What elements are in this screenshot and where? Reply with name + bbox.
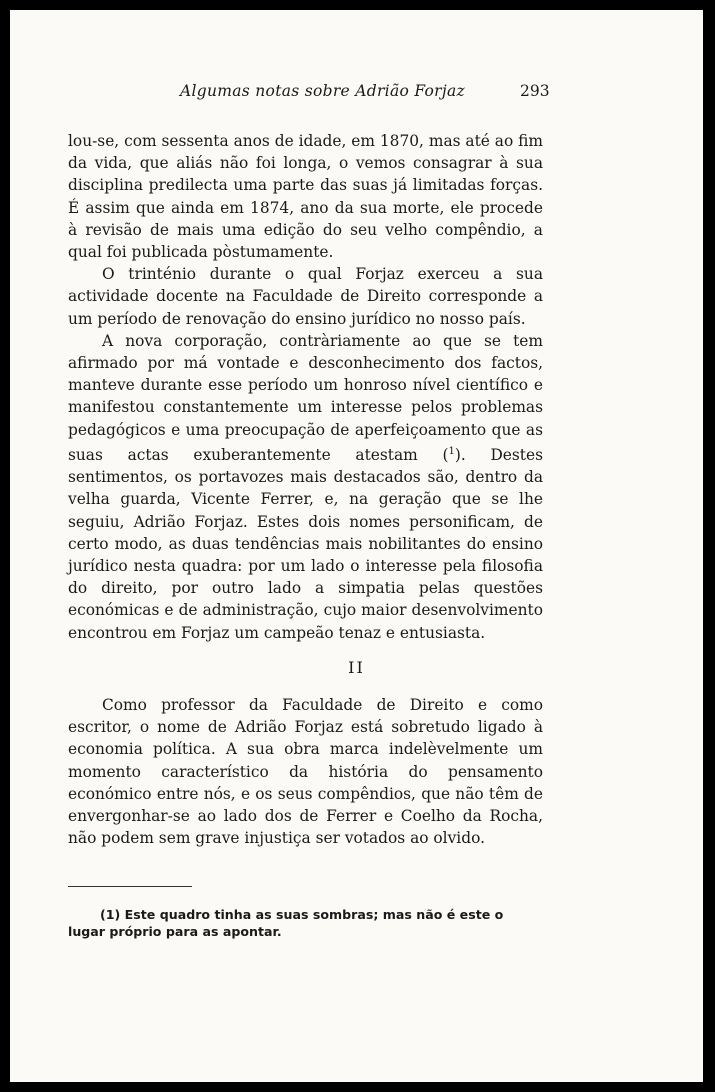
paragraph: Como professor da Faculdade de Direito e como escritor, o nome de Adrião Forjaz está sobretudo ligado à economia política. A sua obra marca indelèvelmente um momento característico da história do pensamento económico entre nós, e os seus compêndios, que não têm de envergonhar-se ao lado dos de Ferrer e Coelho da Rocha, não podem sem grave injustiça ser votados ao olvido. <box>68 696 543 848</box>
footnote-reference[interactable]: 1 <box>448 445 455 457</box>
paragraph-text: A nova corporação, contràriamente ao que se tem afirmado por má vontade e desconhecimento dos factos, manteve durante esse período um honroso nível científico e manifestou constantemente um interesse pelos problemas pedagógicos e uma preocupação de aperfeiçoamento que as suas actas exuberantemente atestam ( <box>68 331 543 464</box>
page-number: 293 <box>520 82 550 100</box>
footnote <box>68 906 543 940</box>
page-header <box>10 82 703 106</box>
paragraph <box>68 330 543 644</box>
section-text <box>68 694 543 849</box>
section-heading: II <box>348 658 365 677</box>
running-title: Algumas notas sobre Adrião Forjaz <box>180 82 466 100</box>
paragraph: O trinténio durante o qual Forjaz exerceu a sua actividade docente na Faculdade de Direito corresponde a um período de renovação do ensino jurídico no nosso país. <box>68 265 543 328</box>
book-page <box>10 10 703 1082</box>
main-text <box>68 130 543 644</box>
footnote-marker: (1) <box>100 907 121 922</box>
footnote-divider <box>68 886 192 887</box>
footnote-text: Este quadro tinha as suas sombras; mas não é este o lugar próprio para as apontar. <box>68 907 504 939</box>
paragraph-text: ). Destes sentimentos, os portavozes mais destacados são, dentro da velha guarda, Vicente Ferrer, e, na geração que se lhe seguiu, Adrião Forjaz. Estes dois nomes personificam, de certo modo, as duas tendências mais nobilitantes do ensino jurídico nesta quadra: por um lado o interesse pela filosofia do direito, por outro lado a simpatia pelas questões económicas e de administração, cujo maior desenvolvimento encontrou em Forjaz um campeão tenaz e entusiasta. <box>68 445 544 642</box>
paragraph: lou-se, com sessenta anos de idade, em 1870, mas até ao fim da vida, que aliás não foi longa, o vemos consagrar à sua disciplina predilecta uma parte das suas já limitadas forças. É assim que ainda em 1874, ano da sua morte, ele procede à revisão de mais uma edição do seu velho compêndio, a qual foi publicada pòstumamente. <box>68 132 543 262</box>
